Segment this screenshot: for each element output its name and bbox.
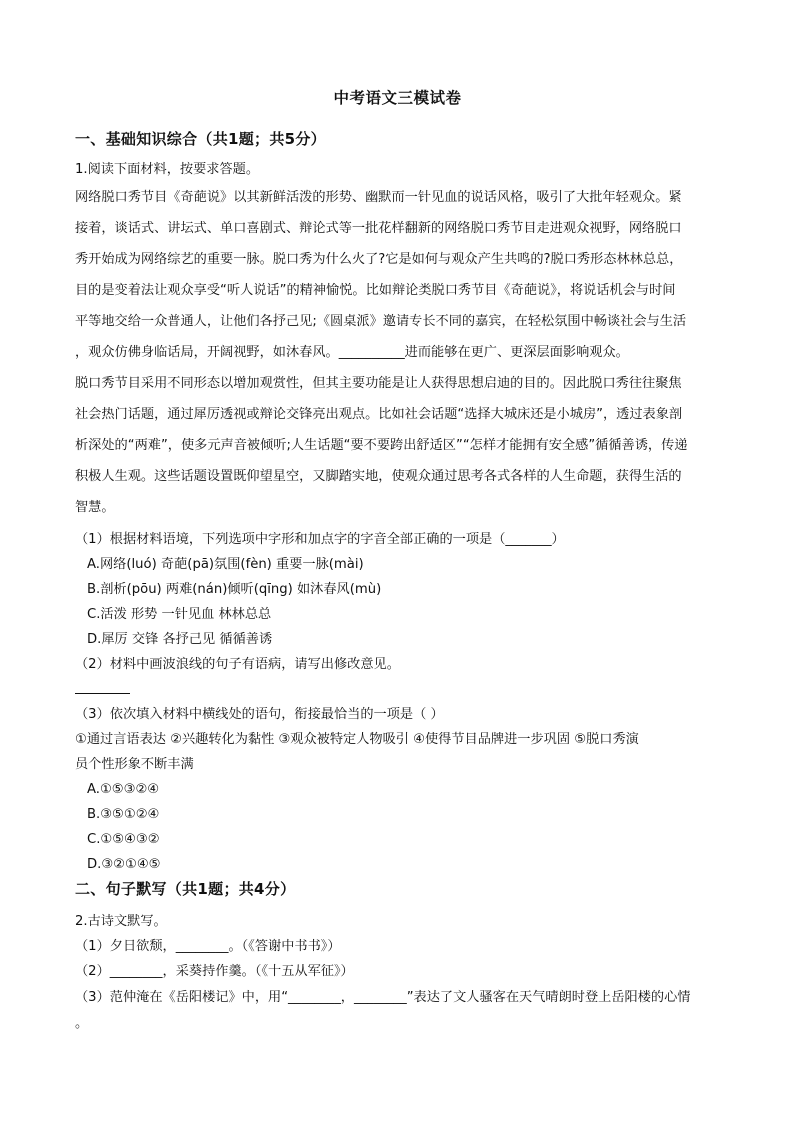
dictation-line: （3）范仲淹在《岳阳楼记》中，用“________，________”表达了文人骚客在天气晴朗时登上岳阳楼的心情 — [75, 990, 691, 1005]
subquestion-3-items: ①通过言语表达 ②兴趣转化为黏性 ③观众被特定人物吸引 ④使得节目品牌进一步巩固 ⑤脱口秀演 — [75, 732, 639, 747]
question-2-intro: 2.古诗文默写。 — [75, 914, 167, 929]
page-title: 中考语文三模试卷 — [333, 89, 462, 107]
paragraph-1-line: 接着，谈话式、讲坛式、单口喜剧式、辩论式等一批花样翻新的网络脱口秀节目走进观众视野，网络脱口 — [75, 221, 682, 236]
subquestion-1-stem: （1）根据材料语境，下列选项中字形和加点字的字音全部正确的一项是（_______） — [75, 532, 565, 547]
paragraph-2-line: 社会热门话题，通过犀厉透视或辩论交锋亮出观点。比如社会话题“选择大城床还是小城房”，透过表象剖 — [75, 407, 683, 422]
paragraph-1-line: 目的是变着法让观众享受“听人说话”的精神愉悦。比如辩论类脱口秀节目《奇葩说》，将说话机会与时间 — [75, 283, 676, 298]
paragraph-1-line: 秀开始成为网络综艺的重要一脉。脱口秀为什么火了?它是如何与观众产生共鸣的?脱口秀形态林林总总， — [75, 252, 683, 267]
section-heading-basic-knowledge: 一、基础知识综合（共1题；共5分） — [75, 130, 326, 148]
paragraph-1-line: ，观众仿佛身临话局，开阔视野，如沐春风。__________进而能够在更广、更深层面影响观众。 — [75, 345, 629, 360]
subquestion-1-option-d: D.犀厉 交锋 各抒己见 循循善诱 — [87, 632, 273, 647]
dictation-line: 。 — [75, 1016, 89, 1031]
paragraph-2-line: 析深处的“两难”，使多元声音被倾听;人生话题“要不要跨出舒适区”“怎样才能拥有安全感”循循善诱，传递 — [75, 438, 688, 453]
section-heading-dictation: 二、句子默写（共1题；共4分） — [75, 880, 296, 898]
paragraph-1-line: 网络脱口秀节目《奇葩说》以其新鲜活泼的形势、幽默而一针见血的说话风格，吸引了大批年轻观众。紧 — [75, 190, 682, 205]
answer-blank-line — [75, 693, 130, 694]
paragraph-1-line: 平等地交给一众普通人，让他们各抒己见;《圆桌派》邀请专长不同的嘉宾，在轻松氛围中畅谈社会与生活 — [75, 314, 687, 329]
subquestion-2-stem: （2）材料中画波浪线的句子有语病，请写出修改意见。 — [75, 657, 400, 672]
question-1-intro: 1.阅读下面材料，按要求答题。 — [75, 162, 260, 177]
dictation-line: （1）夕日欲颓，________。（《答谢中书书》） — [75, 939, 341, 954]
subquestion-3-items: 员个性形象不断丰满 — [75, 757, 194, 772]
paragraph-2-line: 积极人生观。这些话题设置既仰望星空，又脚踏实地，使观众通过思考各式各样的人生命题，获得生活的 — [75, 469, 682, 484]
subquestion-1-option-a: A.网络(luó) 奇葩(pā)氛围(fèn) 重要一脉(mài) — [87, 557, 364, 572]
subquestion-3-option-a: A.①⑤③②④ — [87, 782, 160, 797]
subquestion-3-option-d: D.③②①④⑤ — [87, 857, 161, 872]
paragraph-2-line: 脱口秀节目采用不同形态以增加观赏性，但其主要功能是让人获得思想启迪的目的。因此脱口秀往往聚焦 — [75, 376, 682, 391]
paragraph-2-line: 智慧。 — [75, 500, 115, 515]
dictation-line: （2）________，采葵持作羹。（《十五从军征》） — [75, 964, 354, 979]
subquestion-3-option-b: B.③⑤①②④ — [87, 807, 160, 822]
subquestion-3-stem: （3）依次填入材料中横线处的语句，衔接最恰当的一项是（ ） — [75, 707, 444, 722]
subquestion-3-option-c: C.①⑤④③② — [87, 832, 160, 847]
subquestion-1-option-b: B.剖析(pōu) 两难(nán)倾听(qīng) 如沐春风(mù) — [87, 582, 382, 597]
subquestion-1-option-c: C.活泼 形势 一针见血 林林总总 — [87, 607, 272, 622]
